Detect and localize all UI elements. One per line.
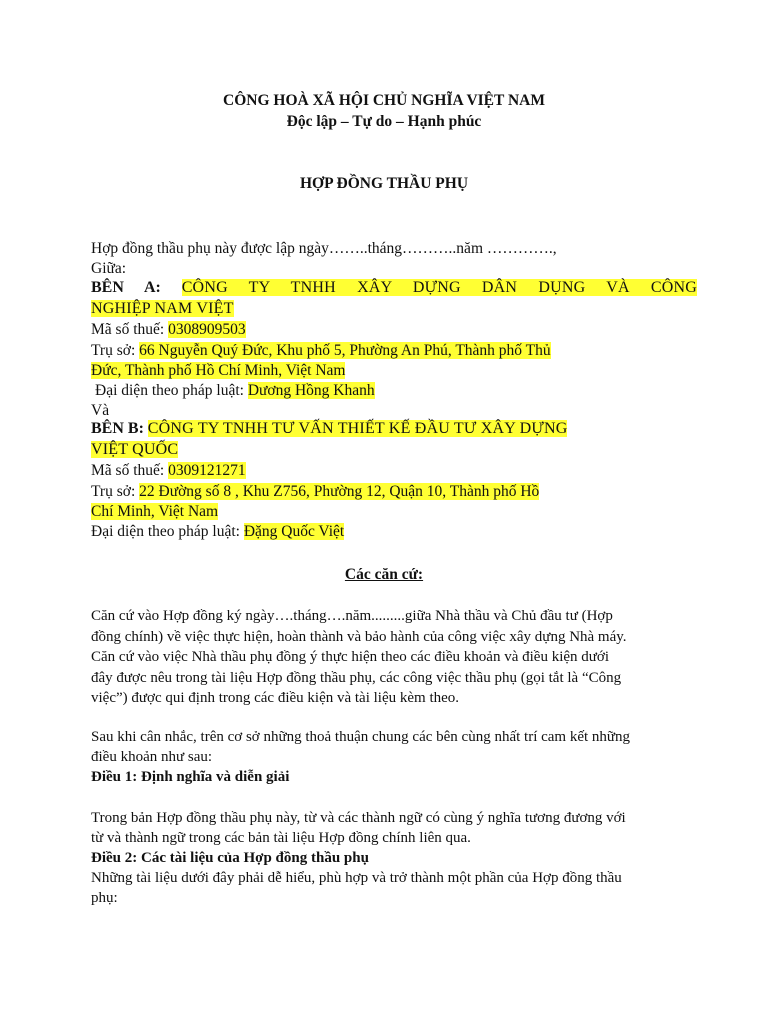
- article2-line2: phụ:: [91, 890, 118, 906]
- agreement-line1: Sau khi cân nhắc, trên cơ sở những thoả thuận chung các bên cùng nhất trí cam kết những: [91, 729, 631, 745]
- grounds-section: [91, 606, 697, 709]
- grounds-p2-line2: đây được nêu trong tài liệu Hợp đồng thầu phụ, các công việc thầu phụ (gọi tắt là “Công: [91, 669, 622, 686]
- party-b-name-line2: VIỆT QUỐC: [91, 441, 179, 458]
- article2-heading: Điều 2: Các tài liệu của Hợp đồng thầu phụ: [91, 850, 369, 866]
- document-title: HỢP ĐỒNG THẦU PHỤ: [299, 175, 469, 192]
- party-b-representative: Đại diện theo pháp luật: Đặng Quốc Việt: [91, 523, 345, 540]
- party-b-section: [91, 418, 697, 542]
- party-a-name: CÔNG TY TNHH XÂY DỰNG DÂN DỤNG VÀ CÔNG: [181, 279, 698, 296]
- party-a-section: [91, 277, 697, 421]
- intro-between: Giữa:: [91, 260, 127, 277]
- party-a-tax-code: 0308909503: [168, 321, 246, 338]
- national-motto: Độc lập – Tự do – Hạnh phúc: [286, 113, 482, 130]
- party-b-name: CÔNG TY TNHH TƯ VẤN THIẾT KẾ ĐẦU TƯ XÂY DỰNG: [147, 420, 568, 437]
- national-name: CÔNG HOÀ XÃ HỘI CHỦ NGHĨA VIỆT NAM: [223, 92, 545, 109]
- party-a-name-line2: NGHIỆP NAM VIỆT: [91, 300, 234, 317]
- grounds-p1-line1: Căn cứ vào Hợp đồng ký ngày….tháng….năm.........giữa Nhà thầu và Chủ đầu tư (Hợp: [91, 608, 613, 624]
- party-b-tax-code: 0309121271: [168, 462, 246, 479]
- party-a-name-line1: [91, 277, 697, 298]
- intro-date-line: Hợp đồng thầu phụ này được lập ngày……..tháng………..năm ………….,: [91, 240, 557, 257]
- agreement-section: [91, 727, 697, 787]
- party-a-representative: Đại diện theo pháp luật: Dương Hồng Khanh: [95, 382, 375, 399]
- party-b-address: 22 Đường số 8 , Khu Z756, Phường 12, Quận 10, Thành phố Hồ: [139, 483, 540, 500]
- intro-section: [91, 239, 697, 279]
- party-b-rep-name: Đặng Quốc Việt: [243, 523, 345, 540]
- party-a-rep-name: Dương Hồng Khanh: [247, 382, 375, 399]
- party-a-address-line1: Trụ sở: 66 Nguyễn Quý Đức, Khu phố 5, Phường An Phú, Thành phố Thủ: [91, 342, 551, 359]
- party-b-address-line2: Chí Minh, Việt Nam: [91, 503, 219, 520]
- grounds-p2-line1: Căn cứ vào việc Nhà thầu phụ đồng ý thực hiện theo các điều khoản và điều kiện dưới: [91, 649, 610, 665]
- party-b-label: BÊN B:: [91, 420, 144, 437]
- party-a-tax: Mã số thuế: 0308909503: [91, 321, 246, 338]
- article2-line1: Những tài liệu dưới đây phải dễ hiểu, phù hợp và trở thành một phần của Hợp đồng thầu: [91, 870, 622, 886]
- article1-heading: Điều 1: Định nghĩa và diễn giải: [91, 769, 290, 785]
- grounds-p1-line2: đồng chính) về việc thực hiện, hoàn thành và bảo hành của công việc xây dựng Nhà máy.: [91, 628, 627, 645]
- article1-section: [91, 808, 697, 908]
- party-a-label: BÊN A:: [91, 279, 161, 296]
- party-a-address: 66 Nguyễn Quý Đức, Khu phố 5, Phường An Phú, Thành phố Thủ: [139, 342, 551, 359]
- grounds-p2-line3: việc”) được qui định trong các điều kiện và tài liệu kèm theo.: [91, 690, 460, 706]
- party-b-name-line1: [91, 418, 697, 439]
- article1-line2: từ và thành ngữ trong các bản tài liệu Hợp đồng chính liên qua.: [91, 830, 471, 846]
- article1-line1: Trong bản Hợp đồng thầu phụ này, từ và các thành ngữ có cùng ý nghĩa tương đương với: [91, 810, 626, 826]
- party-b-tax: Mã số thuế: 0309121271: [91, 462, 246, 479]
- party-b-address-line1: Trụ sở: 22 Đường số 8 , Khu Z756, Phường 12, Quận 10, Thành phố Hồ: [91, 483, 540, 500]
- grounds-heading: Các căn cứ:: [344, 566, 424, 583]
- and-word: Và: [91, 402, 110, 419]
- agreement-line2: điều khoản như sau:: [91, 749, 213, 765]
- party-a-address-line2: Đức, Thành phố Hồ Chí Minh, Việt Nam: [91, 362, 346, 379]
